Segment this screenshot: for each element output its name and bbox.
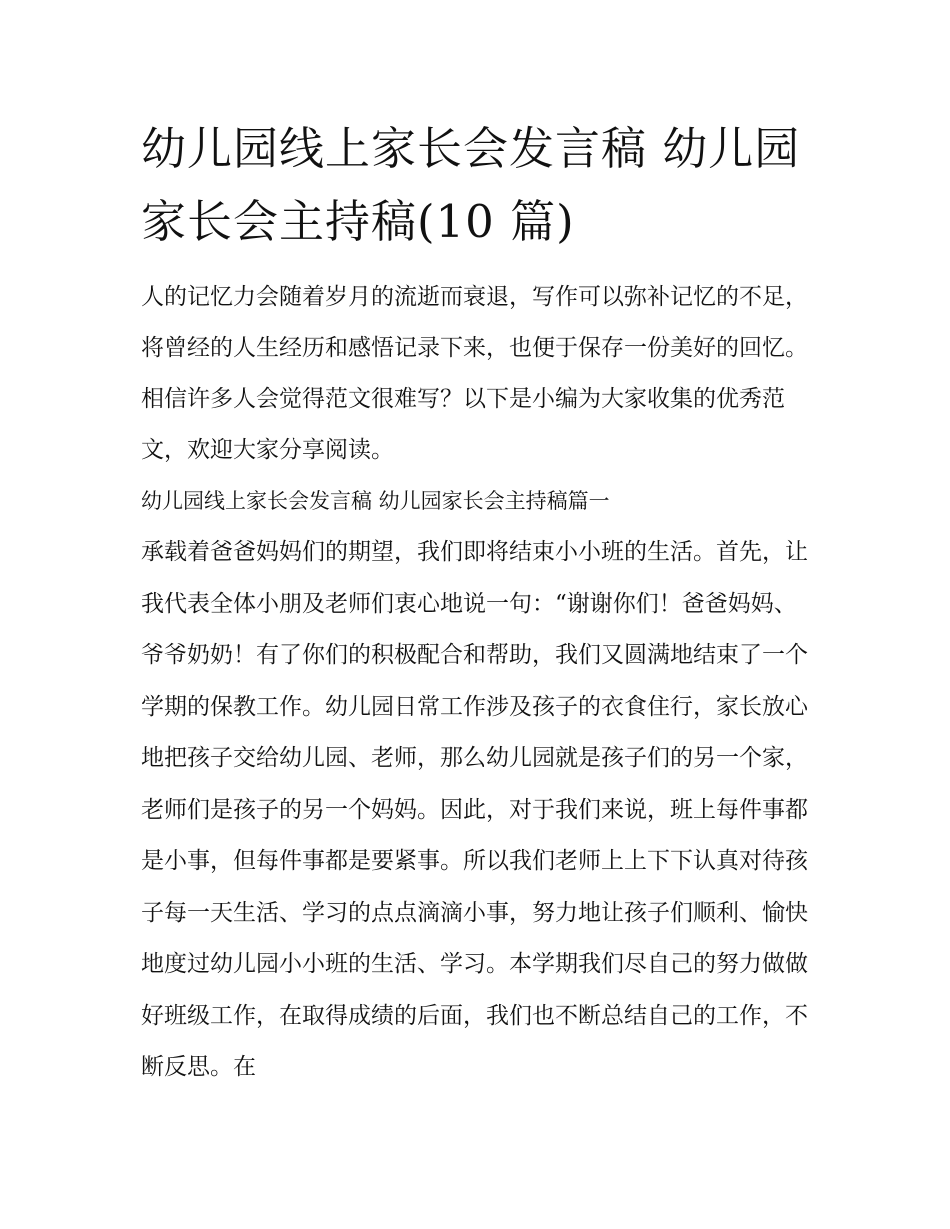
body-paragraph: 承载着爸爸妈妈们的期望，我们即将结束小小班的生活。首先，让我代表全体小朋及老师们衷心地说一句：“谢谢你们！爸爸妈妈、爷爷奶奶！有了你们的积极配合和帮助，我们又圆满地结束了一个学期的保教工作。幼儿园日常工作涉及孩子的衣食住行，家长放心地把孩子交给幼儿园、老师，那么幼儿园就是孩子们的另一个家，老师们是孩子的另一个妈妈。因此，对于我们来说，班上每件事都是小事，但每件事都是要紧事。所以我们老师上上下下认真对待孩子每一天生活、学习的点点滴滴小事，努力地让孩子们顺利、愉快地度过幼儿园小小班的生活、学习。本学期我们尽自己的努力做做好班级工作，在取得成绩的后面，我们也不断总结自己的工作，不断反思。在 bbox=[141, 539, 808, 1080]
section-heading: 幼儿园线上家长会发言稿 幼儿园家长会主持稿篇一 bbox=[141, 489, 610, 513]
document-page bbox=[141, 112, 813, 1094]
intro-paragraph: 人的记忆力会随着岁月的流逝而衰退，写作可以弥补记忆的不足，将曾经的人生经历和感悟记录下来，也便于保存一份美好的回忆。相信许多人会觉得范文很难写？以下是小编为大家收集的优秀范文，欢迎大家分享阅读。 bbox=[141, 284, 808, 463]
document-title: 幼儿园线上家长会发言稿 幼儿园家长会主持稿(10 篇) bbox=[141, 122, 801, 248]
